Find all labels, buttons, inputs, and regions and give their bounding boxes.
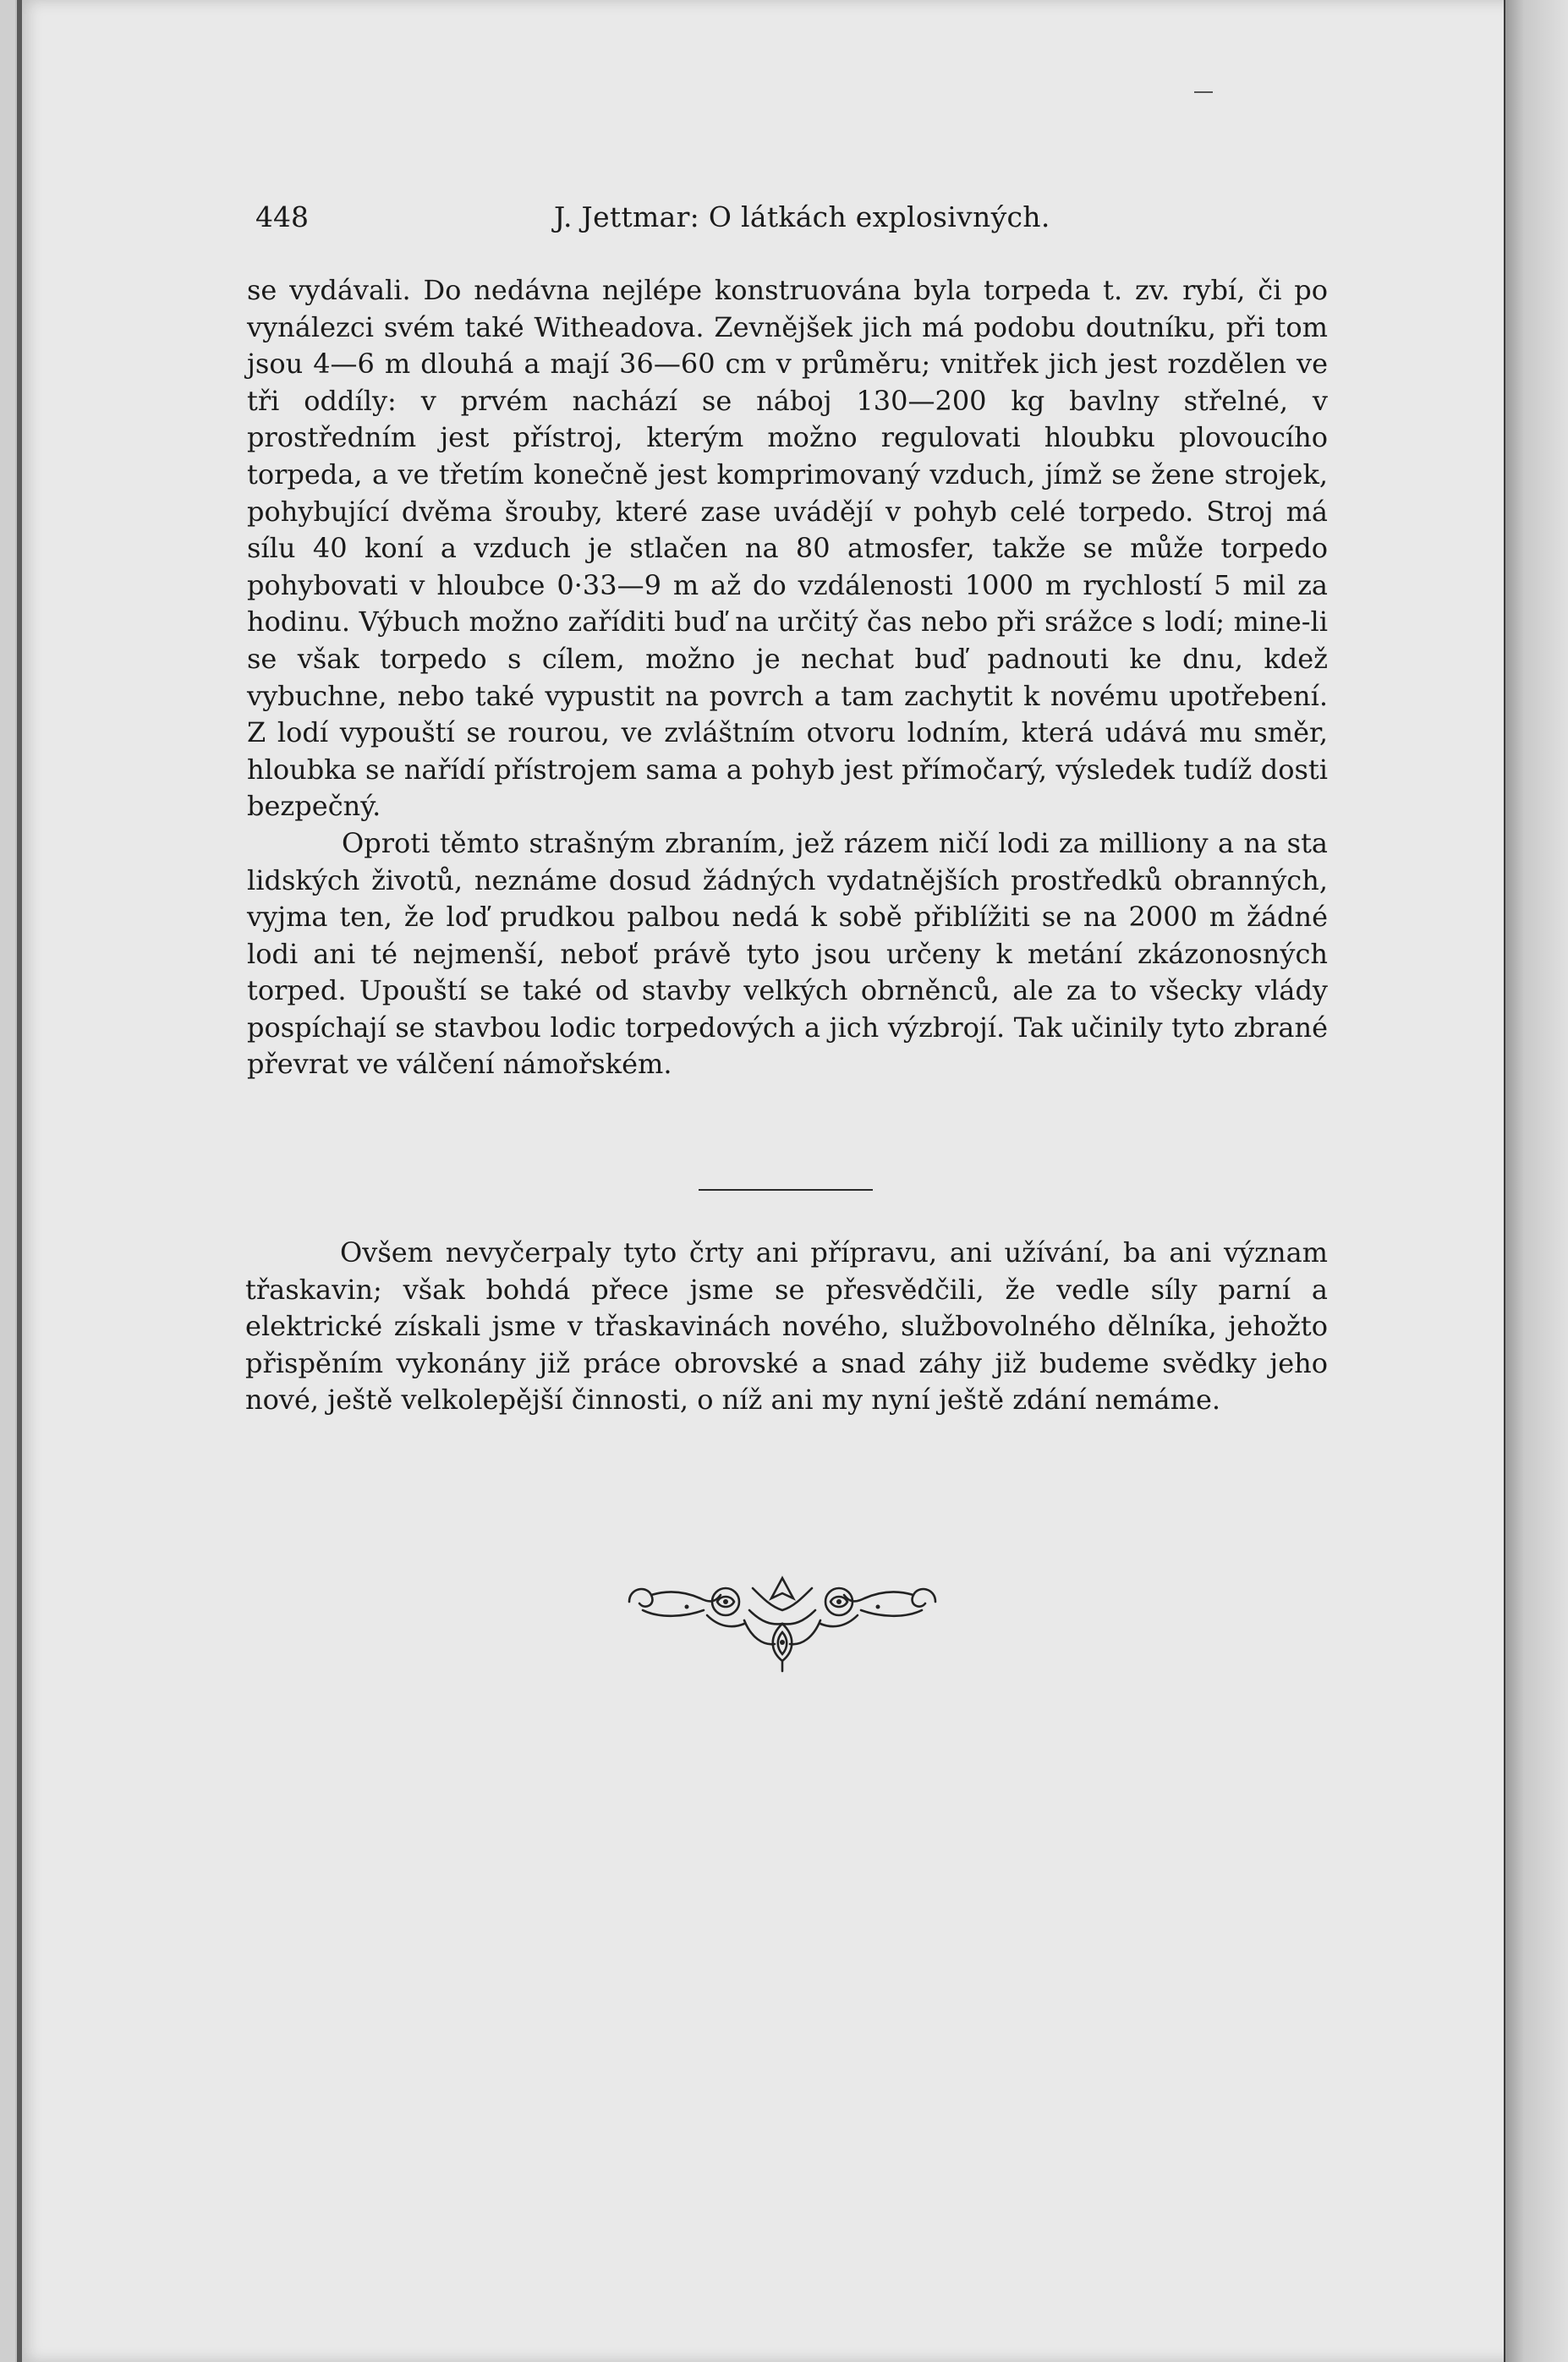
tailpiece-ornament-icon	[626, 1573, 939, 1674]
main-text	[247, 272, 1328, 1083]
paragraph-torpedo-description: se vydávali. Do nedávna nejlépe konstruována byla torpeda t. zv. rybí, či po vynálezci svém také Witheadova. Zevnějšek jich má podobu doutníku, při tom jsou 4—6 m dlouhá a mají 36—60 cm v průměru; vnitřek jich jest rozdělen ve tři oddíly: v prvém nachází se náboj 130—200 kg bavlny střelné, v prostředním jest přístroj, kterým možno regulovati hloubku plovoucího torpeda, a ve třetím konečně jest komprimovaný vzduch, jímž se žene strojek, pohybující dvěma šrouby, které zase uvádějí v pohyb celé torpedo. Stroj má sílu 40 koní a vzduch je stlačen na 80 atmosfer, takže se může torpedo pohybovati v hloubce 0·33—9 m až do vzdálenosti 1000 m rychlostí 5 mil za hodinu. Výbuch možno zaříditi buď na určitý čas nebo při srážce s lodí; mine-li se však torpedo s cílem, možno je nechat buď padnouti ke dnu, kdež vybuchne, nebo také vypustit na povrch a tam zachytit k novému upotřebení. Z lodí vypouští se rourou, ve zvláštním otvoru lodním, která udává mu směr, hloubka se nařídí přístrojem sama a pohyb jest přímočarý, výsledek tudíž dosti bezpečný.	[247, 274, 1328, 823]
page-edge-margin	[1505, 0, 1568, 2362]
section-divider	[699, 1189, 873, 1191]
scan-gutter-shadow	[17, 0, 22, 2362]
paragraph-conclusion: Ovšem nevyčerpaly tyto črty ani přípravu, ani užívání, ba ani význam třaskavin; však bohdá přece jsme se přesvědčili, že vedle síly parní a elektrické získali jsme v třaskavinách nového, službovolného dělníka, jehožto přispěním vykonány již práce obrovské a snad záhy již budeme svědky jeho nové, ještě velkolepější činnosti, o níž ani my nyní ještě zdání nemáme.	[245, 1236, 1328, 1417]
closing-text	[245, 1235, 1328, 1419]
page-number: 448	[255, 200, 309, 233]
running-title: J. Jettmar: O látkách explosivných.	[554, 200, 1050, 233]
scan-speck	[1194, 91, 1213, 93]
running-header	[255, 196, 1328, 238]
paragraph-defense: Oproti těmto strašným zbraním, jež rázem ničí lodi za milliony a na sta lidských životů, neznáme dosud žádných vydatnějších prostředků obranných, vyjma ten, že loď prudkou palbou nedá k sobě přiblížiti se na 2000 m žádné lodi ani té nejmenší, neboť právě tyto jsou určeny k metání zkázonosných torped. Upouští se také od stavby velkých obrněnců, ale za to všecky vlády pospíchají se stavbou lodic torpedových a jich výzbrojí. Tak učinily tyto zbrané převrat ve válčení námořském.	[247, 826, 1328, 1081]
